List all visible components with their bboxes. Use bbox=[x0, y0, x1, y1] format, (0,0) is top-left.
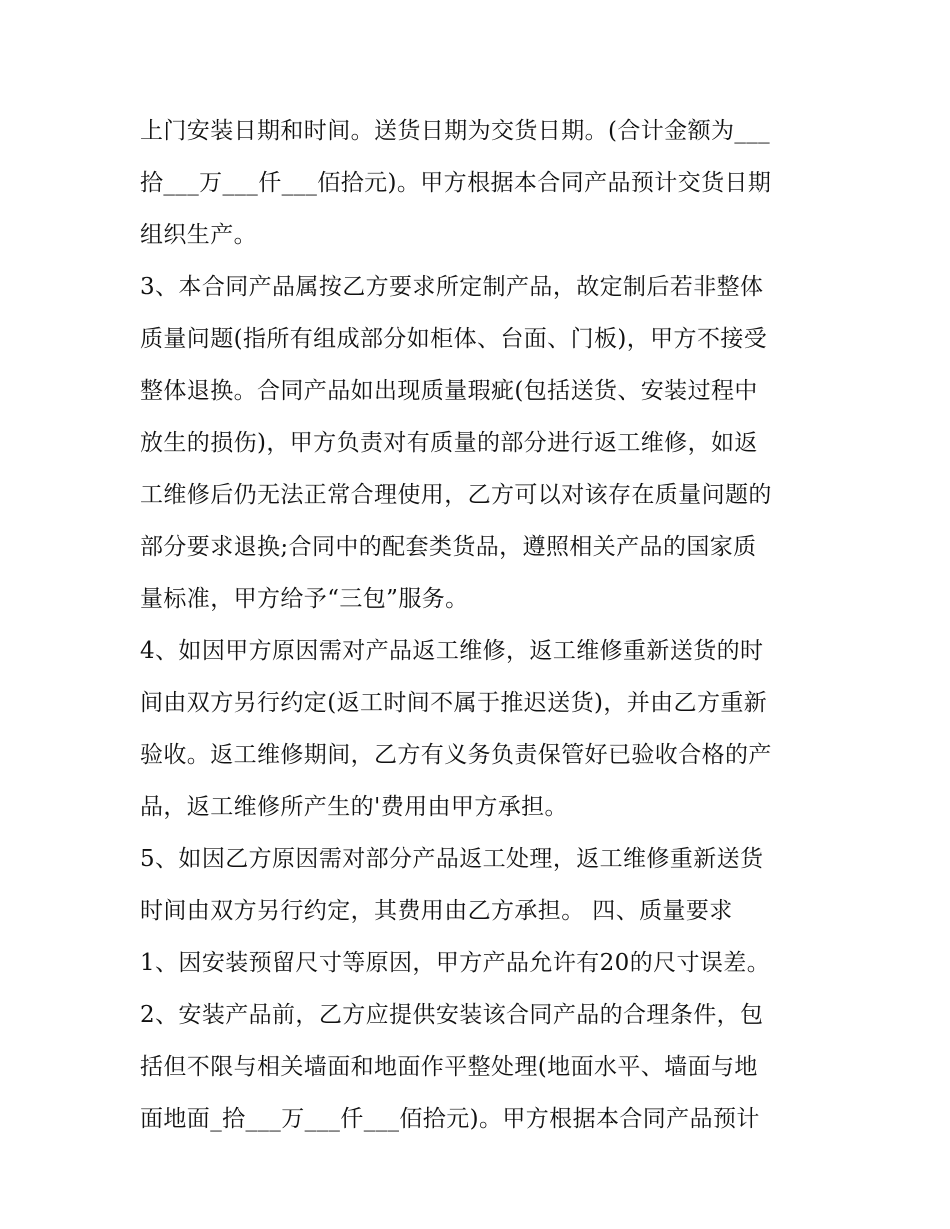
text-line-5: 质量问题(指所有组成部分如柜体、台面、门板)，甲方不接受 bbox=[140, 326, 768, 352]
text-line-3: 组织生产。 bbox=[140, 222, 257, 248]
text-line-10: 量标准，甲方给予“三包”服务。 bbox=[140, 586, 469, 612]
text-line-12: 间由双方另行约定(返工时间不属于推迟送货)，并由乙方重新 bbox=[140, 690, 768, 716]
text-line-13: 验收。返工维修期间，乙方有义务负责保管好已验收合格的产 bbox=[140, 742, 772, 768]
text-line-8: 工维修后仍无法正常合理使用，乙方可以对该存在质量问题的 bbox=[140, 482, 772, 508]
text-line-4: 3、本合同产品属按乙方要求所定制产品，故定制后若非整体 bbox=[140, 274, 764, 300]
text-line-7: 放生的损伤)，甲方负责对有质量的部分进行返工维修，如返 bbox=[140, 430, 758, 456]
text-line-19: 括但不限与相关墙面和地面作平整处理(地面水平、墙面与地 bbox=[140, 1054, 758, 1080]
text-line-18: 2、安装产品前，乙方应提供安装该合同产品的合理条件，包 bbox=[140, 1002, 764, 1028]
contract-text-body bbox=[140, 105, 820, 1145]
text-line-15: 5、如因乙方原因需对部分产品返工处理，返工维修重新送货 bbox=[140, 846, 764, 872]
text-line-20: 面地面_拾___万___仟___佰拾元)。甲方根据本合同产品预计 bbox=[140, 1106, 760, 1132]
text-line-16: 时间由双方另行约定，其费用由乙方承担。 四、质量要求 bbox=[140, 898, 733, 924]
text-line-9: 部分要求退换;合同中的配套类货品，遵照相关产品的国家质 bbox=[140, 534, 757, 560]
text-line-17: 1、因安装预留尺寸等原因，甲方产品允许有20的尺寸误差。 bbox=[140, 950, 771, 976]
text-line-11: 4、如因甲方原因需对产品返工维修，返工维修重新送货的时 bbox=[140, 638, 764, 664]
text-line-1: 上门安装日期和时间。送货日期为交货日期。(合计金额为___ bbox=[140, 118, 771, 144]
text-line-2: 拾___万___仟___佰拾元)。甲方根据本合同产品预计交货日期 bbox=[140, 170, 772, 196]
text-line-14: 品，返工维修所产生的'费用由甲方承担。 bbox=[140, 794, 568, 820]
text-line-6: 整体退换。合同产品如出现质量瑕疵(包括送货、安装过程中 bbox=[140, 378, 758, 404]
